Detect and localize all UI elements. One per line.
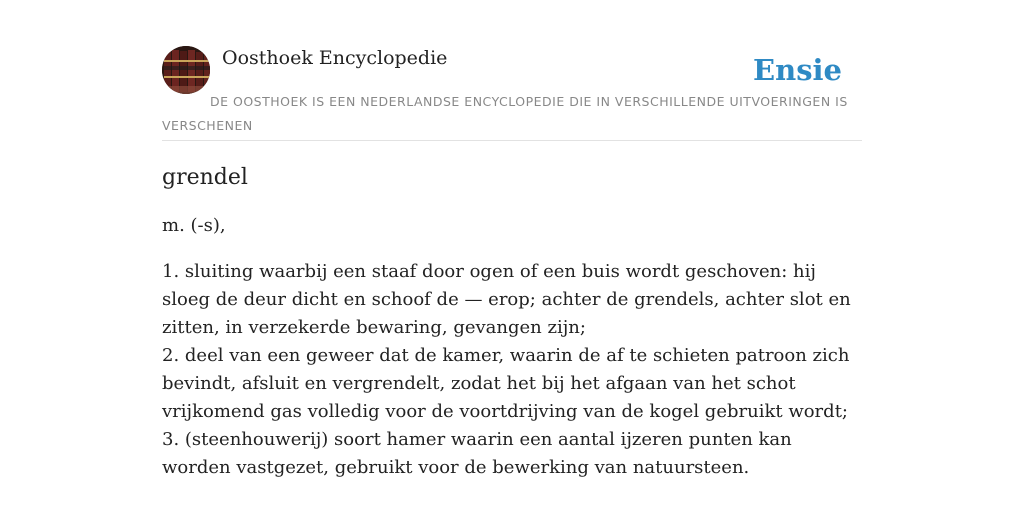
source-avatar[interactable] bbox=[162, 46, 210, 94]
definition-1: 1. sluiting waarbij een staaf door ogen of een buis wordt geschoven: hij sloeg de deur dicht en schoof de — erop; achter de grendels, achter slot en zitten, in verzekerde bewaring, gevangen zijn; bbox=[162, 261, 851, 338]
source-header bbox=[162, 44, 862, 141]
brand-logo[interactable]: Ensie bbox=[753, 53, 842, 87]
entry-content bbox=[162, 162, 862, 482]
definition-3: 3. (steenhouwerij) soort hamer waarin een aantal ijzeren punten kan worden vastgezet, gebruikt voor de bewerking van natuursteen. bbox=[162, 429, 792, 478]
definitions bbox=[162, 258, 862, 482]
definition-2: 2. deel van een geweer dat de kamer, waarin de af te schieten patroon zich bevindt, afsluit en vergrendelt, zodat het bij het afgaan van het schot vrijkomend gas volledig voor de voortdrijving van de kogel gebruikt wordt; bbox=[162, 345, 850, 422]
encyclopedia-books-icon bbox=[162, 46, 210, 94]
headword: grendel bbox=[162, 165, 248, 190]
grammar-info: m. (-s), bbox=[162, 215, 226, 236]
source-title[interactable]: Oosthoek Encyclopedie bbox=[222, 47, 448, 69]
source-description: DE OOSTHOEK IS EEN NEDERLANDSE ENCYCLOPEDIE DIE IN VERSCHILLENDE UITVOERINGEN IS VERSCHENEN bbox=[162, 94, 848, 133]
